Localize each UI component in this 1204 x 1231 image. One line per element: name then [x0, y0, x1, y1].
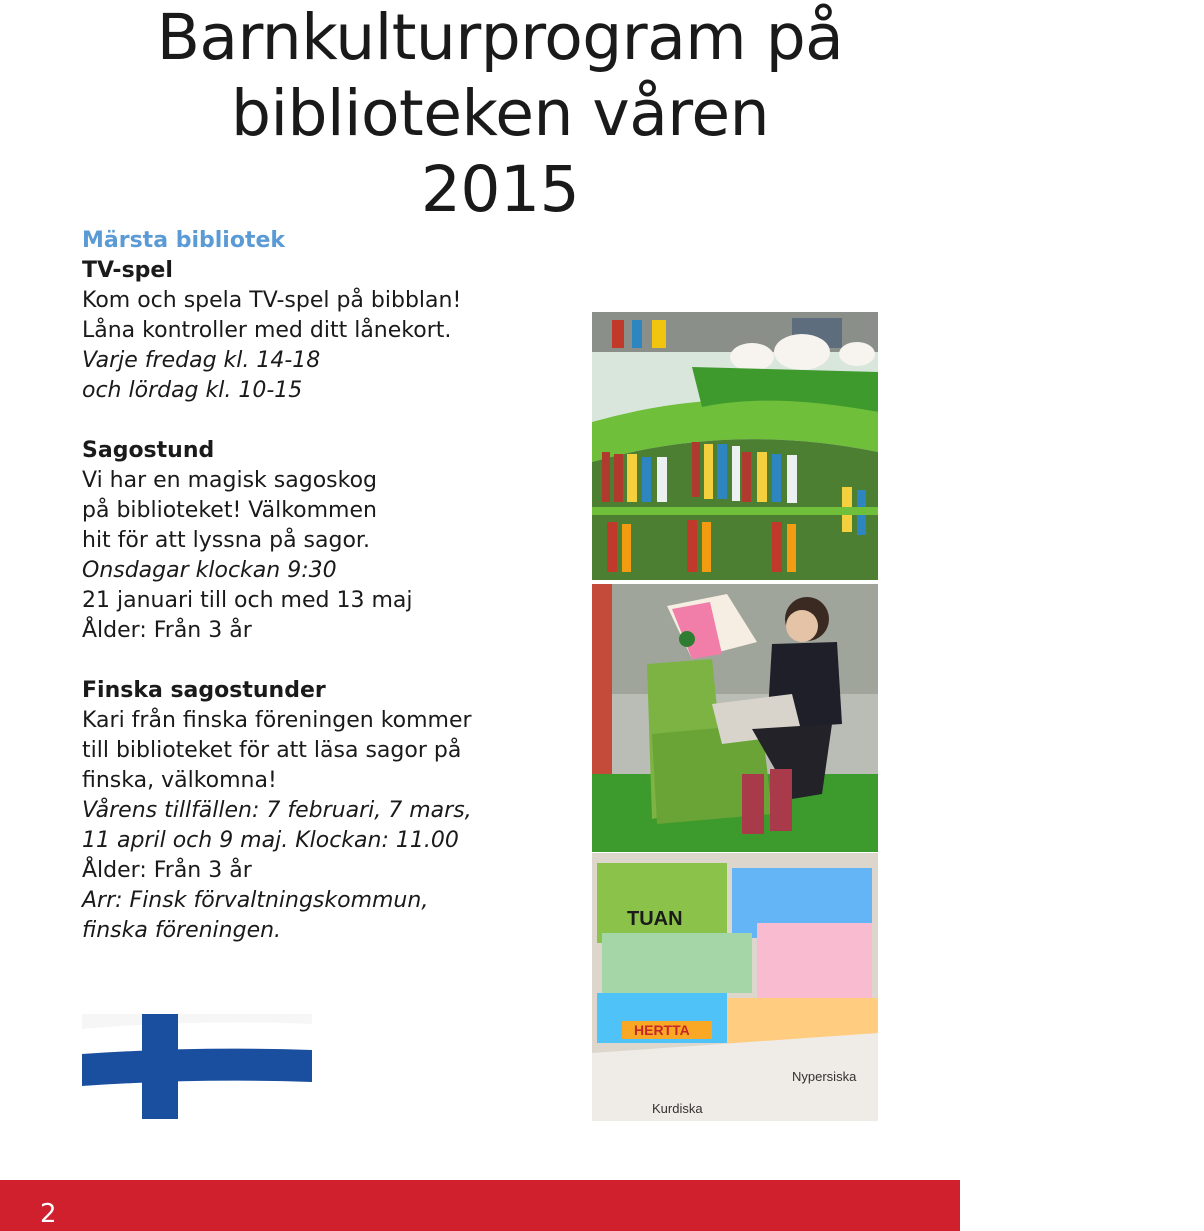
event-text-line: Vi har en magisk sagoskog: [82, 468, 378, 493]
event-text-line: till biblioteket för att läsa sagor på: [82, 738, 462, 763]
book-label-nypersiska: Nypersiska: [792, 1069, 857, 1084]
program-column: [82, 226, 562, 946]
event-dates-line: 21 januari till och med 13 maj: [82, 588, 413, 613]
event-text-line: Kari från finska föreningen kommer: [82, 708, 472, 733]
title-line-2: biblioteken våren 2015: [230, 77, 770, 226]
book-label-kurdiska: Kurdiska: [652, 1101, 703, 1116]
event-credit-line: Arr: Finsk förvaltningskommun,: [82, 888, 429, 913]
event-text-line: finska, välkomna!: [82, 768, 277, 793]
event-credit-line: finska föreningen.: [82, 918, 282, 943]
page-number: 2: [40, 1199, 57, 1229]
event-text-line: på biblioteket! Välkommen: [82, 498, 377, 523]
title-line-1: Barnkulturprogram på: [156, 1, 844, 74]
library-name: Märsta bibliotek: [82, 228, 286, 253]
event-age-line: Ålder: Från 3 år: [82, 858, 252, 883]
event-text-line: hit för att lyssna på sagor.: [82, 528, 370, 553]
book-label-hertta: HERTTA: [634, 1022, 690, 1038]
book-label-tuan: TUAN: [627, 908, 683, 930]
photo-book-bin: [592, 853, 878, 1121]
event-text-line: Kom och spela TV-spel på bibblan!: [82, 288, 462, 313]
event-time-line: 11 april och 9 maj. Klockan: 11.00: [82, 828, 459, 853]
event-heading: Sagostund: [82, 438, 215, 463]
event-story-time: [82, 436, 562, 646]
event-time-line: Onsdagar klockan 9:30: [82, 558, 337, 583]
page-title: [150, 0, 850, 228]
event-time-line: Vårens tillfällen: 7 februari, 7 mars,: [82, 798, 472, 823]
event-text-line: Låna kontroller med ditt lånekort.: [82, 318, 452, 343]
event-heading: TV-spel: [82, 258, 173, 283]
event-tv-games: [82, 256, 562, 406]
event-time-line: och lördag kl. 10-15: [82, 378, 303, 403]
finnish-flag-image: [82, 1014, 312, 1119]
event-finnish-story-time: [82, 676, 562, 946]
event-heading: Finska sagostunder: [82, 678, 326, 703]
info-tab: INFO: [1193, 1187, 1204, 1216]
event-age-line: Ålder: Från 3 år: [82, 618, 252, 643]
event-time-line: Varje fredag kl. 14-18: [82, 348, 321, 373]
photo-library-bookshelf: [592, 312, 878, 580]
footer-bar: [0, 1180, 960, 1231]
